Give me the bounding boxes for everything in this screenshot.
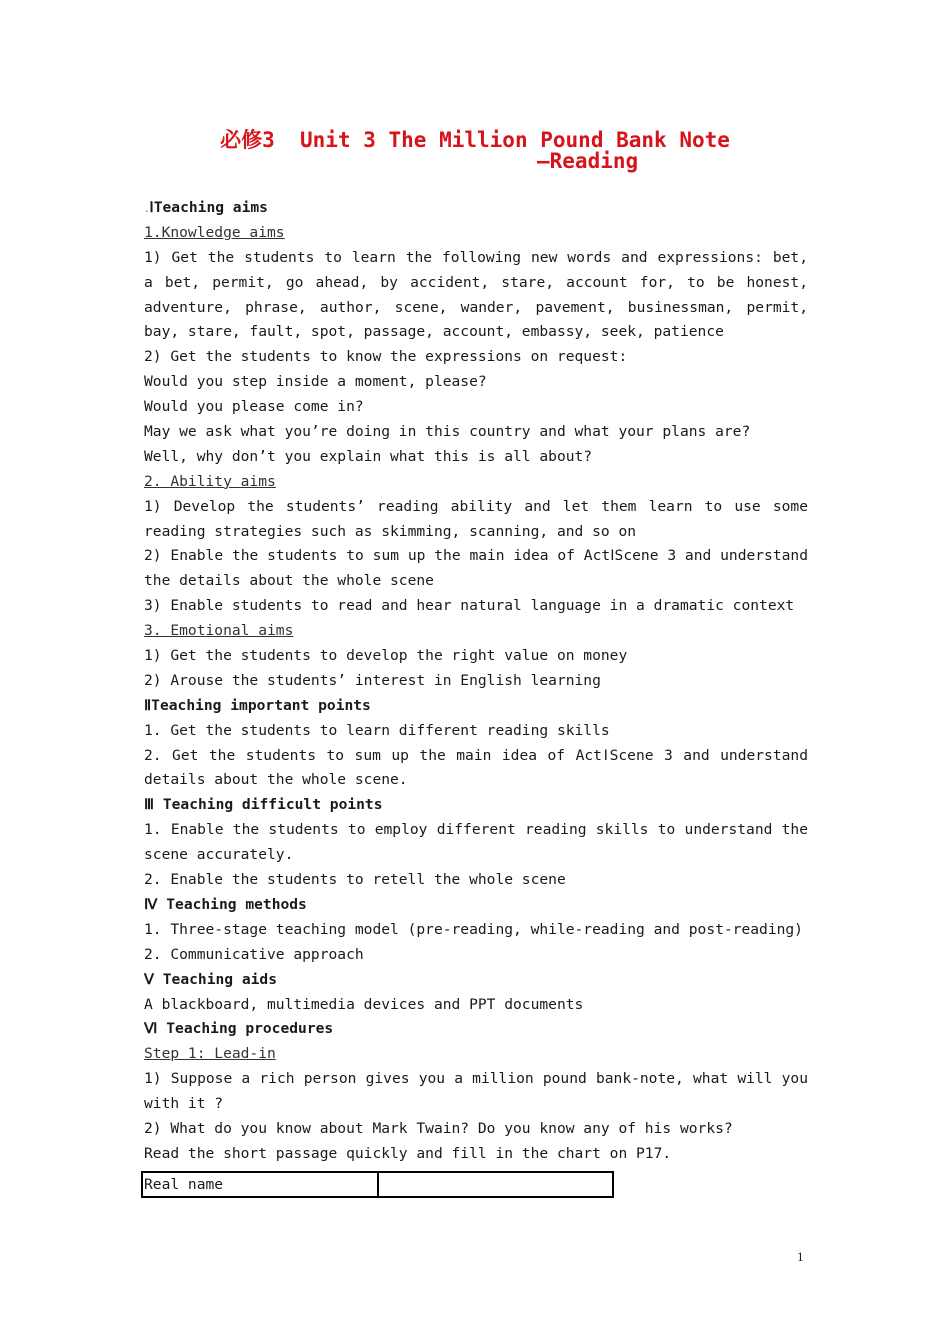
paragraph-line: 2) Arouse the students’ interest in English learning — [144, 671, 601, 689]
table-cell-label: Real name — [142, 1172, 378, 1197]
page-number: 1 — [797, 1249, 804, 1264]
paragraph-line: Would you step inside a moment, please? — [144, 373, 487, 391]
paragraph-line: details about the whole scene. — [144, 771, 408, 789]
section-heading-difficult-points: Ⅲ Teaching difficult points — [144, 796, 383, 814]
paragraph-line: 1) Get the students to learn the following new words and expressions: bet, — [144, 248, 808, 266]
paragraph-line: 3) Enable students to read and hear natural language in a dramatic context — [144, 597, 795, 615]
paragraph-line: 2) Enable the students to sum up the main idea of ActⅠScene 3 and understand — [144, 547, 808, 565]
paragraph-line: 2) Get the students to know the expressions on request: — [144, 348, 628, 366]
paragraph-line: May we ask what you’re doing in this country and what your plans are? — [144, 423, 751, 441]
paragraph-line: 1) Get the students to develop the right value on money — [144, 647, 628, 665]
section-heading-teaching-procedures: Ⅵ Teaching procedures — [144, 1020, 334, 1038]
paragraph-line: 2) What do you know about Mark Twain? Do you know any of his works? — [144, 1119, 733, 1137]
paragraph-line: 1) Suppose a rich person gives you a million pound bank-note, what will you — [144, 1070, 808, 1088]
table-cell-blank — [378, 1172, 613, 1197]
paragraph-line: 2. Enable the students to retell the whole scene — [144, 871, 566, 889]
section-heading-teaching-aids: Ⅴ Teaching aids — [144, 970, 277, 988]
paragraph-line: a bet, permit, go ahead, by accident, stare, account for, to be honest, — [144, 273, 808, 291]
subheading-ability-aims: 2. Ability aims — [144, 472, 276, 490]
paragraph-line: 1) Develop the students’ reading ability and let them learn to use some — [144, 497, 808, 515]
paragraph-line: Well, why don’t you explain what this is all about? — [144, 447, 593, 465]
document-body — [144, 196, 808, 1167]
paragraph-line: with it ? — [144, 1095, 224, 1113]
paragraph-line: Read the short passage quickly and fill in the chart on P17. — [144, 1144, 672, 1162]
paragraph-line: the details about the whole scene — [144, 572, 434, 590]
subheading-step-1: Step 1: Lead-in — [144, 1045, 276, 1063]
section-heading-teaching-methods: Ⅳ Teaching methods — [144, 895, 307, 913]
paragraph-line: 1. Enable the students to employ different reading skills to understand the — [144, 821, 808, 839]
fill-in-chart-table — [141, 1171, 614, 1198]
table-row — [142, 1172, 613, 1197]
section-heading-teaching-aims: .ⅠTeaching aims — [144, 199, 268, 216]
subheading-emotional-aims: 3. Emotional aims — [144, 622, 294, 640]
paragraph-line: Would you please come in? — [144, 398, 364, 416]
paragraph-line: 1. Three-stage teaching model (pre-reading, while-reading and post-reading) — [144, 920, 803, 938]
paragraph-line: scene accurately. — [144, 846, 294, 864]
paragraph-line: 1. Get the students to learn different reading skills — [144, 721, 610, 739]
paragraph-line: bay, stare, fault, spot, passage, account, embassy, seek, patience — [144, 323, 724, 341]
bullet-marker: . — [144, 205, 150, 215]
title-line-1: 必修3 Unit 3 The Million Pound Bank Note — [220, 128, 730, 152]
paragraph-line: 2. Get the students to sum up the main idea of ActⅠScene 3 and understand — [144, 746, 808, 764]
paragraph-line: adventure, phrase, author, scene, wander, pavement, businessman, permit, — [144, 298, 808, 316]
paragraph-line: 2. Communicative approach — [144, 945, 364, 963]
title-line-2: —Reading — [537, 149, 639, 173]
subheading-knowledge-aims: 1.Knowledge aims — [144, 223, 285, 241]
section-heading-important-points: ⅡTeaching important points — [144, 696, 371, 714]
paragraph-line: reading strategies such as skimming, scanning, and so on — [144, 522, 637, 540]
paragraph-line: A blackboard, multimedia devices and PPT documents — [144, 995, 584, 1013]
